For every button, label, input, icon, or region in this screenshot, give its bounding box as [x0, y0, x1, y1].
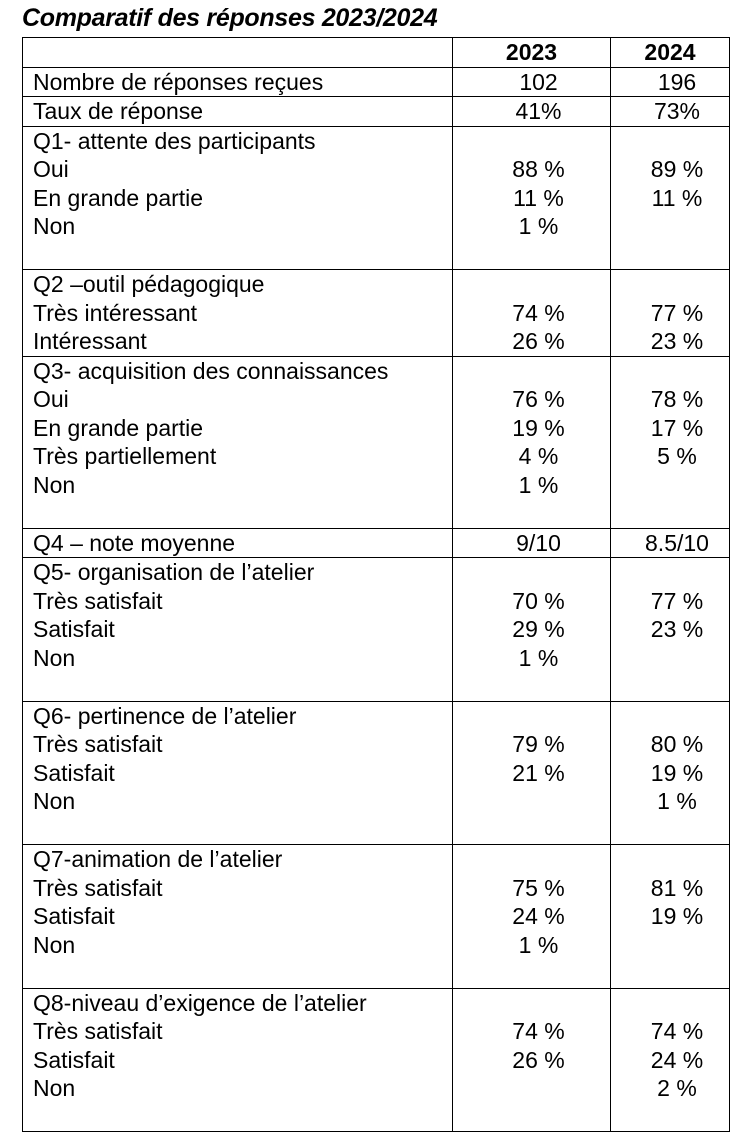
value-cell-2023-line: 70 % — [512, 587, 565, 614]
question-cell-line: Satisfait — [33, 1046, 115, 1073]
question-cell-line: Q4 – note moyenne — [33, 529, 236, 556]
question-cell-line: Satisfait — [33, 616, 115, 642]
question-cell-line: Très satisfait — [33, 587, 163, 614]
value-cell-2024 — [611, 528, 730, 558]
value-cell-2024-line: 19 % — [650, 759, 704, 786]
question-cell-line: Non — [33, 788, 76, 814]
value-cell-2023-line: 26 % — [512, 1046, 565, 1073]
value-cell-2024 — [611, 270, 730, 357]
value-cell-2023 — [453, 558, 611, 702]
value-cell-2024-line: 81 % — [650, 874, 704, 901]
table-row — [23, 558, 730, 702]
value-cell-2024-line: 5 % — [657, 443, 697, 469]
value-cell-2023-line: 1 % — [518, 471, 559, 498]
value-cell-2024-line: 80 % — [650, 731, 704, 757]
value-cell-2024-line: 8.5/10 — [645, 529, 709, 556]
question-cell-line: Très satisfait — [33, 874, 163, 901]
question-cell — [23, 988, 453, 1132]
value-cell-2024-line: 196 — [657, 68, 697, 95]
value-cell-2023-line: 19 % — [512, 414, 565, 441]
question-cell-line: Q6- pertinence de l’atelier — [33, 702, 297, 729]
value-cell-2023-line: 74 % — [512, 1018, 565, 1044]
table-row — [23, 126, 730, 270]
table-row — [23, 270, 730, 357]
value-cell-2023-line: 102 — [519, 68, 558, 95]
value-cell-2024-line — [625, 702, 729, 731]
value-cell-2024-line: 89 % — [650, 156, 704, 182]
question-cell-line: Q8-niveau d’exigence de l’atelier — [33, 989, 367, 1016]
question-cell-line: Nombre de réponses reçues — [33, 68, 324, 95]
table-row — [23, 845, 730, 989]
value-cell-2024-line — [625, 270, 729, 299]
question-cell — [23, 356, 453, 528]
question-cell-line: Satisfait — [33, 759, 115, 786]
value-cell-2023 — [453, 701, 611, 845]
value-cell-2023-line — [467, 558, 610, 587]
value-cell-2023-line: 1 % — [518, 213, 559, 239]
question-cell-line: Intéressant — [33, 328, 147, 354]
value-cell-2024 — [611, 67, 730, 97]
question-cell-line: Taux de réponse — [33, 98, 204, 124]
value-cell-2023-line: 11 % — [513, 184, 564, 211]
question-cell-line: Très intéressant — [33, 299, 198, 326]
value-cell-2024 — [611, 988, 730, 1132]
document-title: Comparatif des réponses 2023/2024 — [22, 4, 438, 32]
value-cell-2023 — [453, 988, 611, 1132]
value-cell-2024-line — [625, 357, 729, 386]
value-cell-2024-line: 23 % — [650, 328, 704, 354]
value-cell-2023-line — [467, 989, 610, 1018]
value-cell-2024-line: 78 % — [650, 386, 704, 412]
value-cell-2024 — [611, 97, 730, 127]
value-cell-2024-line — [625, 845, 729, 874]
question-cell — [23, 528, 453, 558]
question-cell-line: Q2 –outil pédagogique — [33, 271, 265, 297]
value-cell-2023-line: 1 % — [518, 644, 559, 671]
table-row — [23, 67, 730, 97]
question-cell-line: Très satisfait — [33, 731, 163, 757]
value-cell-2023 — [453, 845, 611, 989]
header-cell-2024: 2024 — [611, 38, 730, 68]
value-cell-2024-line: 1 % — [657, 788, 697, 814]
question-cell-line: Non — [33, 931, 76, 958]
value-cell-2023-line: 26 % — [512, 328, 565, 354]
value-cell-2023-line: 21 % — [512, 759, 565, 786]
value-cell-2023-line — [467, 357, 610, 386]
table-row — [23, 988, 730, 1132]
value-cell-2023 — [453, 528, 611, 558]
table-row — [23, 528, 730, 558]
value-cell-2024 — [611, 356, 730, 528]
question-cell-line: Non — [33, 644, 76, 671]
value-cell-2024-line — [625, 127, 729, 156]
question-cell-line: Q3- acquisition des connaissances — [33, 357, 389, 384]
value-cell-2023-line: 76 % — [512, 386, 565, 412]
value-cell-2024 — [611, 701, 730, 845]
value-cell-2024-line: 77 % — [650, 299, 704, 326]
value-cell-2023-line: 4 % — [518, 443, 559, 469]
value-cell-2023 — [453, 356, 611, 528]
value-cell-2024-line: 2 % — [657, 1075, 697, 1101]
header-cell-2023: 2023 — [453, 38, 611, 68]
value-cell-2023-line — [467, 787, 610, 816]
question-cell-line: Très partiellement — [33, 443, 217, 469]
value-cell-2024 — [611, 126, 730, 270]
header-cell-empty — [23, 38, 453, 68]
question-cell — [23, 845, 453, 989]
question-cell — [23, 67, 453, 97]
value-cell-2024-line: 17 % — [650, 414, 704, 441]
value-cell-2023-line — [467, 702, 610, 731]
question-cell — [23, 97, 453, 127]
value-cell-2023-line: 24 % — [512, 903, 565, 929]
value-cell-2024-line: 23 % — [650, 616, 704, 642]
value-cell-2023-line — [467, 127, 610, 156]
question-cell — [23, 270, 453, 357]
question-cell — [23, 126, 453, 270]
question-cell — [23, 558, 453, 702]
value-cell-2023-line: 1 % — [518, 931, 559, 958]
question-cell-line: Satisfait — [33, 903, 115, 929]
question-cell-line: En grande partie — [33, 414, 204, 441]
value-cell-2023-line: 74 % — [512, 299, 565, 326]
question-cell-line: Oui — [33, 386, 69, 412]
value-cell-2023-line: 29 % — [512, 616, 565, 642]
table-row — [23, 356, 730, 528]
value-cell-2024-line — [625, 989, 729, 1018]
value-cell-2024-line — [625, 212, 729, 241]
value-cell-2024-line — [625, 931, 729, 960]
question-cell-line: Q5- organisation de l’atelier — [33, 559, 315, 585]
question-cell-line: Non — [33, 1075, 76, 1101]
question-cell-line: En grande partie — [33, 184, 204, 211]
question-cell-line: Non — [33, 471, 76, 498]
value-cell-2024-line: 74 % — [650, 1018, 704, 1044]
value-cell-2023-line: 88 % — [512, 156, 565, 182]
table-row — [23, 701, 730, 845]
value-cell-2024-line — [625, 471, 729, 500]
question-cell-line: Q7-animation de l’atelier — [33, 846, 283, 872]
question-cell-line: Non — [33, 213, 76, 239]
value-cell-2023-line — [467, 270, 610, 299]
comparison-table — [22, 37, 730, 1132]
header-row — [23, 38, 730, 68]
value-cell-2024 — [611, 558, 730, 702]
value-cell-2023-line — [467, 1074, 610, 1103]
question-cell-line: Oui — [33, 156, 69, 182]
value-cell-2024-line: 11 % — [651, 184, 703, 211]
question-cell-line: Très satisfait — [33, 1018, 163, 1044]
value-cell-2024-line: 77 % — [650, 587, 704, 614]
value-cell-2024 — [611, 845, 730, 989]
value-cell-2023 — [453, 270, 611, 357]
value-cell-2023-line: 9/10 — [516, 529, 561, 556]
table-row — [23, 97, 730, 127]
value-cell-2023-line — [467, 845, 610, 874]
value-cell-2023 — [453, 67, 611, 97]
value-cell-2024-line: 19 % — [650, 903, 704, 929]
value-cell-2023 — [453, 97, 611, 127]
value-cell-2023 — [453, 126, 611, 270]
value-cell-2024-line: 73% — [653, 98, 701, 124]
question-cell — [23, 701, 453, 845]
value-cell-2024-line — [625, 644, 729, 673]
question-cell-line: Q1- attente des participants — [33, 127, 316, 154]
value-cell-2023-line: 79 % — [512, 731, 565, 757]
value-cell-2024-line: 24 % — [650, 1046, 704, 1073]
value-cell-2023-line: 41% — [515, 98, 562, 124]
table-body — [23, 38, 730, 1132]
value-cell-2024-line — [625, 558, 729, 587]
value-cell-2023-line: 75 % — [512, 874, 565, 901]
